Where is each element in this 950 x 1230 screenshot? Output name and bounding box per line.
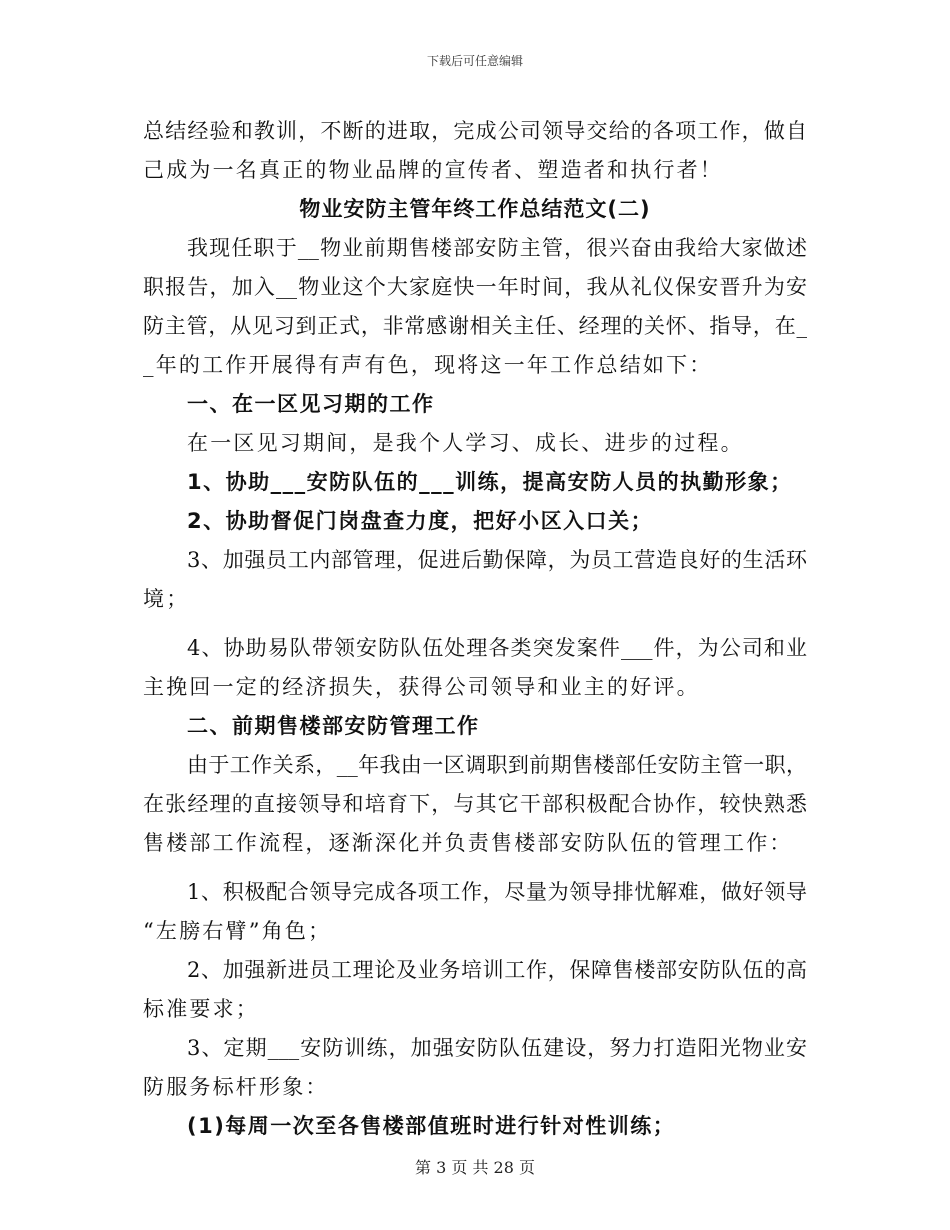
list-item-bold: 2、协助督促门岗盘查力度，把好小区入口关； — [187, 509, 654, 533]
body-line: 主挽回一定的经济损失，获得公司领导和业主的好评。 — [143, 675, 700, 699]
subheading: 二、前期售楼部安防管理工作 — [187, 714, 480, 738]
body-line: 由于工作关系，__年我由一区调职到前期售楼部任安防主管一职， — [187, 753, 807, 777]
body-line: 售楼部工作流程，逐渐深化并负责售楼部安防队伍的管理工作： — [143, 831, 793, 855]
body-line: 总结经验和教训，不断的进取，完成公司领导交给的各项工作，做自 — [143, 119, 807, 143]
subheading: 一、在一区见习期的工作 — [187, 392, 435, 416]
page-header-note: 下载后可任意编辑 — [426, 54, 523, 68]
body-line: “左膀右臂”角色； — [143, 919, 332, 943]
body-line: _年的工作开展得有声有色，现将这一年工作总结如下： — [143, 353, 713, 377]
section-title: 物业安防主管年终工作总结范文(二) — [299, 197, 651, 221]
list-item: 4、协助易队带领安防队伍处理各类突发案件___件，为公司和业 — [187, 636, 807, 660]
list-item-bold: 1、协助___安防队伍的___训练，提高安防人员的执勤形象； — [187, 470, 793, 494]
list-item-bold: (1)每周一次至各售楼部值班时进行针对性训练； — [187, 1114, 676, 1138]
body-line: 标准要求； — [143, 997, 259, 1021]
body-line: 在一区见习期间，是我个人学习、成长、进步的过程。 — [187, 431, 744, 455]
list-item: 3、定期___安防训练，加强安防队伍建设，努力打造阳光物业安 — [187, 1036, 807, 1060]
body-line: 在张经理的直接领导和培育下，与其它干部积极配合协作，较快熟悉 — [143, 792, 807, 816]
list-item: 3、加强员工内部管理，促进后勤保障，为员工营造良好的生活环 — [187, 548, 807, 572]
body-line: 职报告，加入__物业这个大家庭快一年时间，我从礼仪保安晋升为安 — [143, 275, 807, 299]
body-line: 防服务标杆形象： — [143, 1075, 329, 1099]
list-item: 1、积极配合领导完成各项工作，尽量为领导排忧解难，做好领导 — [187, 880, 807, 904]
list-item: 2、加强新进员工理论及业务培训工作，保障售楼部安防队伍的高 — [187, 958, 807, 982]
body-line: 防主管，从见习到正式，非常感谢相关主任、经理的关怀、指导，在_ — [143, 314, 807, 338]
document-body — [143, 112, 807, 1146]
page-number: 第 3 页 共 28 页 — [415, 1158, 535, 1177]
body-line: 己成为一名真正的物业品牌的宣传者、塑造者和执行者！ — [143, 158, 723, 182]
body-line: 境； — [143, 587, 190, 611]
body-line: 我现任职于__物业前期售楼部安防主管，很兴奋由我给大家做述 — [187, 236, 807, 260]
